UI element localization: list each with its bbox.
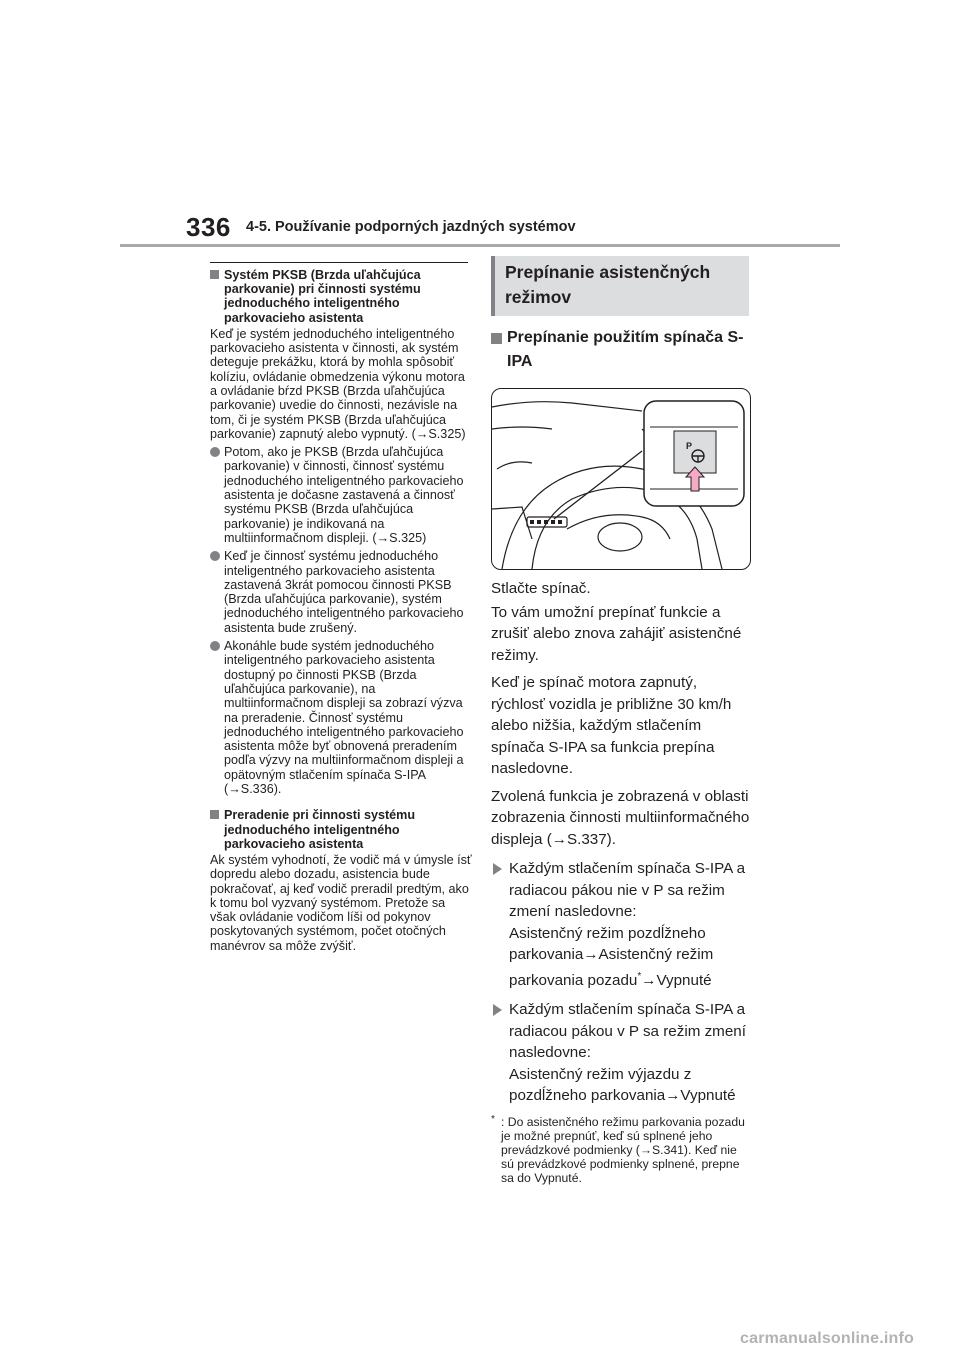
bullet-text: Akonáhle bude systém jednoduchého inteligentného parkovacieho asistenta dostupný po činnosti PKSB (Brzda uľahčujúca parkovanie), na multiinformačnom displeji sa zobrazí výzva na preradenie. Činnosť systému jednoduchého inteligentného parkovacieho asistenta môže byť obnovená preradením podľa výzvy na multiinformačnom displeji a opätovným stlačením spínača S-IPA (→S.336). [224, 639, 464, 797]
steering-wheel-illustration [492, 389, 750, 569]
triangle-bullet-icon [493, 1004, 502, 1016]
section-heading-pksb [210, 268, 472, 325]
bullet-text: Keď je činnosť systému jednoduchého inteligentného parkovacieho asistenta zastavená 3krát pomocou činnosti PKSB (Brzda uľahčujúca parkovanie), systém jednoduchého inteligentného parkovacieho asistenta bude zrušený. [224, 549, 464, 635]
footnote [491, 1115, 751, 1185]
mode-name: Asistenčný režim pozdĺžneho parkovania [509, 924, 706, 963]
item-intro: Každým stlačením spínača S-IPA a radiacou pákou nie v P sa režim zmení nasledovne: [509, 860, 746, 920]
section-title-box: Prepínanie asistenčných režimov [491, 256, 749, 316]
triangle-bullet-icon [493, 863, 502, 875]
list-item [491, 999, 751, 1107]
chapter-title: 4-5. Používanie podporných jazdných systémov [246, 219, 576, 235]
item-intro: Každým stlačením spínača S-IPA a radiacou pákou v P sa režim zmení nasledovne: [509, 1001, 746, 1062]
footnote-marker: * [491, 1113, 495, 1125]
mode-sequence [509, 1064, 751, 1107]
arrow-icon: → [665, 1087, 681, 1105]
subsection-heading [491, 326, 751, 374]
instruction-text: Stlačte spínač. [491, 580, 591, 597]
list-item [491, 858, 751, 991]
arrow-icon: → [583, 946, 599, 963]
arrow-icon: → [641, 971, 657, 989]
page-number: 336 [186, 212, 231, 242]
description-text: Keď je spínač motora zapnutý, rýchlosť vozidla je približne 30 km/h alebo nižšia, každým stlačením spínača S-IPA sa funkcia prepína nasledovne. [491, 674, 732, 777]
mode-name: Vypnuté [656, 971, 712, 989]
round-bullet-icon [210, 447, 220, 457]
subsection-heading-text: Prepínanie použitím spínača S-IPA [507, 329, 744, 370]
list-item [210, 639, 472, 796]
section-heading-text: Preradenie pri činnosti systému jednoduchého inteligentného parkovacieho asistenta [224, 808, 416, 851]
section-divider [210, 262, 468, 263]
list-item [210, 549, 472, 635]
description-text: Zvolená funkcia je zobrazená v oblasti zobrazenia činnosti multiinformačného displeja (→S.337). [491, 787, 750, 848]
mode-name: Vypnuté [680, 1087, 736, 1105]
round-bullet-icon [210, 551, 220, 561]
section-heading-shifting [210, 808, 472, 851]
watermark: carmanualsonline.info [740, 1330, 915, 1347]
bullet-text: Potom, ako je PKSB (Brzda uľahčujúca parkovanie) v činnosti, činnosť systému jednoduchého inteligentného parkovacieho asistenta je dočasne zastavená a činnosť systému PKSB (Brzda uľahčujúca parkovanie) je indikovaná na multiinformačnom displeji. (→S.325) [224, 445, 464, 545]
square-bullet-icon [210, 810, 219, 819]
section-body-pksb: Keď je systém jednoduchého inteligentného parkovacieho asistenta v činnosti, ak systém deteguje prekážku, ktorá by mohla spôsobiť kolíziu, ovládanie obmedzenia výkonu motora a ovládanie bŕzd PKSB (Brzda uľahčujúca parkovanie) uvedie do činnosti, nezávisle na tom, či je systém PKSB (Brzda uľahčujúca parkovanie) zapnutý alebo vypnutý. (→S.325) [210, 326, 466, 441]
switch-label: P [686, 441, 693, 451]
section-body-shifting: Ak systém vyhodnotí, že vodič má v úmysle ísť dopredu alebo dozadu, asistencia bude pokračovať, aj keď vodič preradil predtým, ako k tomu bol vyzvaný systémom. Pretože sa však ovládanie vodičom líši od pokynov poskytovaných systémom, počet otočných manévrov sa môže zvýšiť. [210, 852, 472, 953]
right-column [491, 256, 751, 1185]
footnote-text: : Do asistenčného režimu parkovania pozadu je možné prepnúť, keď sú splnené jeho prevádzkové podmienky (→S.341). Keď nie sú prevádzkové podmienky splnené, prepne sa do Vypnuté. [501, 1114, 745, 1185]
description-text: To vám umožní prepínať funkcie a zrušiť alebo znova zahájiť asistenčné režimy. [491, 603, 742, 664]
left-column [210, 262, 472, 953]
mode-sequence [509, 923, 751, 992]
dashboard-illustration [491, 388, 751, 570]
list-item [210, 445, 472, 545]
header-rule [120, 244, 840, 247]
square-bullet-icon [210, 270, 219, 279]
round-bullet-icon [210, 641, 220, 651]
square-bullet-icon [491, 333, 502, 344]
mode-name: Asistenčný režim výjazdu z pozdĺžneho parkovania [509, 1065, 692, 1105]
footnote-marker: * [637, 970, 642, 982]
mode-name: Asistenčný režim parkovania pozadu [509, 946, 714, 989]
section-heading-text: Systém PKSB (Brzda uľahčujúca parkovanie) pri činnosti systému jednoduchého inteligentného parkovacieho asistenta [224, 268, 421, 325]
